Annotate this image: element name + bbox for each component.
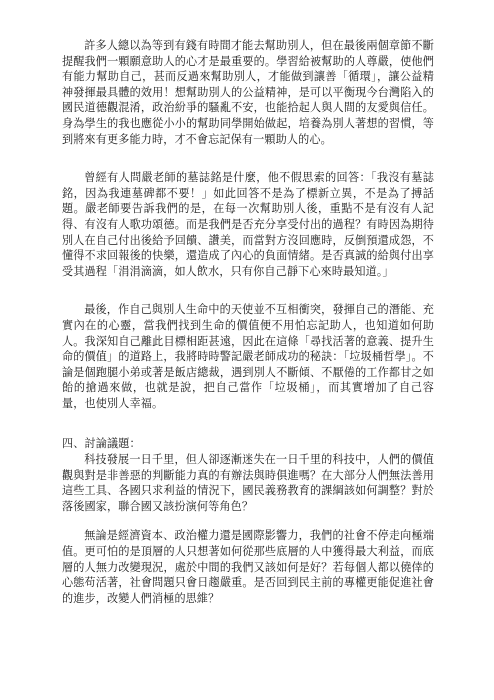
document-page (62, 38, 434, 606)
section-heading: 四、討論議題： (62, 437, 141, 451)
paragraph-trash-can-philosophy: 最後，作自己與別人生命中的天使並不互相衝突，發揮自己的潛能、充實內在的心靈，當我們找到生命的價值便不用怕忘記助人，也知道如何助人。我深知自己離此目標相距甚遠，因此在這條「尋找活著的意義、提升生命的價值」的道路上，我將時時警記嚴老師成功的秘訣：「垃圾桶哲學」。不論是個跑腿小弟或著是飯店總裁，遇到別人不斷傾、不厭倦的工作都甘之如飴的搶過來做，也就是說，把自己當作「垃圾桶」，而其實增加了自己容量，也使別人幸福。 (62, 303, 434, 410)
discussion-item-technology: 科技發展一日千里，但人卻逐漸迷失在一日千里的科技中，人們的價值觀與對是非善惡的判斷能力真的有辦法與時俱進嗎？在大部分人們無法善用這些工具、各國只求利益的情況下，國民義務教育的課綱該如何調整？對於落後國家，聯合國又該扮演何等角色？ (62, 453, 434, 513)
paragraph-helping-others: 許多人總以為等到有錢有時間才能去幫助別人，但在最後兩個章節不斷提醒我們一顆願意助人的心才是最重要的。學習給被幫助的人尊嚴，使他們有能力幫助自己，甚而反過來幫助別人，才能做到讓善「循環」，讓公益精神發揮最具體的效用！想幫助別人的公益精神，是可以平衡現今台灣陷入的國民道德觀混淆，政治紛爭的騷亂不安，也能拾起人與人間的友愛與信任。身為學生的我也應從小小的幫助同學開始做起，培養為別人著想的習慣，等到將來有更多能力時，才不會忘記保有一顆助人的心。 (62, 39, 434, 146)
discussion-item-inequality: 無論是經濟資本、政治權力還是國際影響力，我們的社會不停走向極端值。更可怕的是頂層的人只想著如何從那些底層的人中獲得最大利益，而底層的人無力改變現況，處於中間的我們又該如何是好？若每個人都以僥倖的心態苟活著，社會問題只會日趨嚴重。是否回到民主前的專權更能促進社會的進步，改變人們消極的思維？ (62, 529, 434, 605)
paragraph-epitaph: 曾經有人問嚴老師的墓誌銘是什麼，他不假思索的回答：「我沒有墓誌銘，因為我連墓碑都不要！」如此回答不是為了標新立異，不是為了搏話題。嚴老師要告訴我們的是，在每一次幫助別人後，重點不是有沒有人記得、有沒有人歌功頌德。而是我們是否充分享受付出的過程？有時因為期待別人在自己付出後給予回饋、讚美，而當對方沒回應時，反倒預還成怨，不懂得不求回報後的快樂，還造成了內心的負面情緒。是否真誠的給與付出享受其過程「涓涓滴滴，如人飲水，只有你自己靜下心來時最知道。」 (62, 171, 434, 278)
